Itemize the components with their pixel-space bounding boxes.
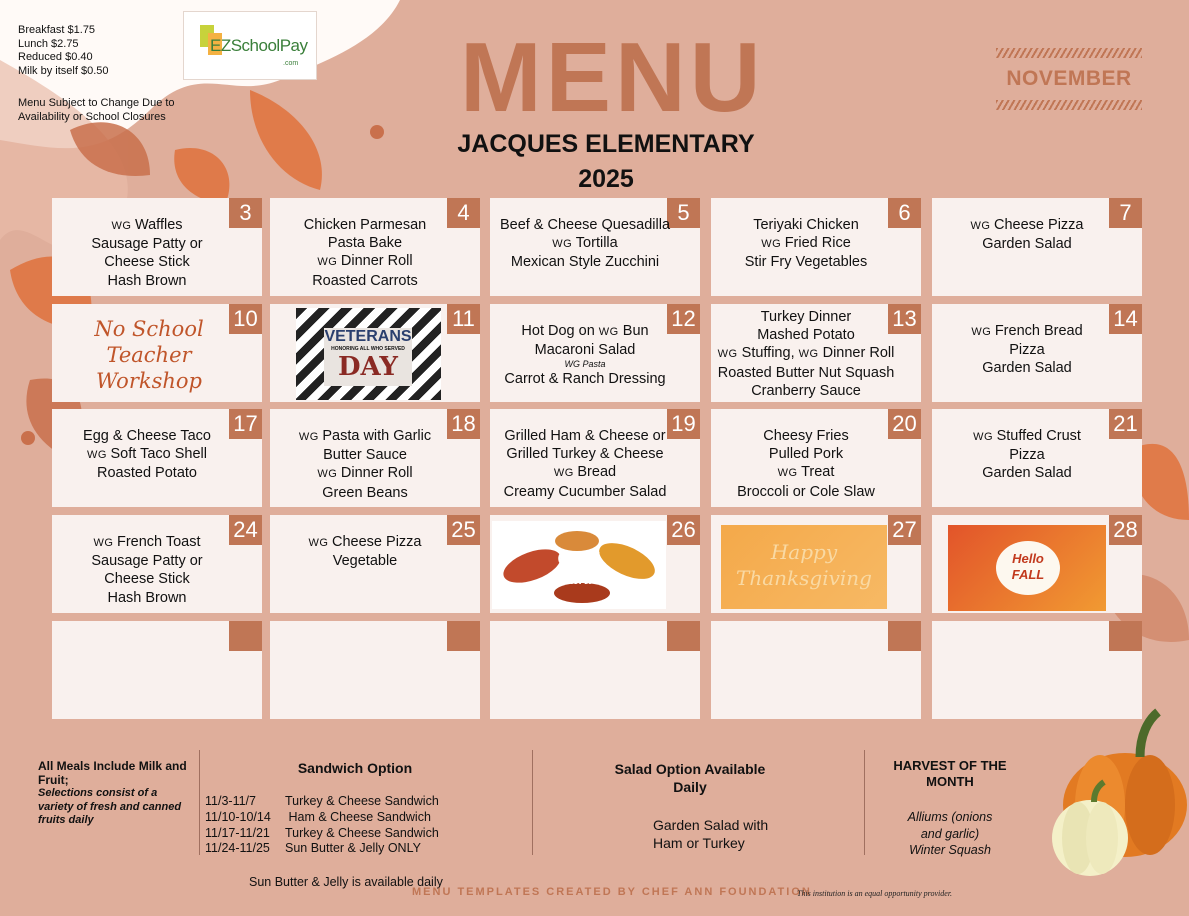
happy-thanksgiving-image: Happy Thanksgiving — [721, 525, 887, 609]
menu-item: Sausage Patty or — [91, 236, 203, 253]
menu-items — [270, 533, 460, 570]
pumpkin-icon — [1052, 712, 1187, 876]
day-cell — [52, 304, 262, 402]
day-number — [1109, 621, 1142, 651]
month-label: NOVEMBER — [1006, 67, 1132, 90]
day-cell — [490, 409, 700, 507]
veterans-day-image: VETERANS HONORING ALL WHO SERVED DAY — [296, 308, 441, 400]
menu-item: WG Stuffed Crust — [973, 428, 1081, 444]
day-cell — [270, 621, 480, 719]
day-cell — [711, 304, 921, 402]
day-number: 12 — [667, 304, 700, 334]
logo-sub: .com — [283, 60, 299, 67]
day-number — [667, 621, 700, 651]
day-cell — [52, 621, 262, 719]
menu-item: Mexican Style Zucchini — [510, 254, 660, 271]
day-number — [888, 621, 921, 651]
salad-title: Salad Option Available Daily — [614, 761, 766, 795]
day-cell — [932, 515, 1142, 613]
price-reduced: Reduced $0.40 — [18, 51, 93, 63]
menu-items — [490, 322, 680, 389]
sandwich-row: 11/24-11/25 Sun Butter & Jelly ONLY — [205, 841, 421, 856]
menu-item: Hash Brown — [107, 589, 187, 606]
menu-item: WG Bread — [553, 464, 617, 481]
day-cell — [52, 409, 262, 507]
menu-item: Garden Salad — [982, 360, 1072, 377]
menu-items — [711, 427, 901, 501]
menu-item: Cranberry Sauce — [751, 382, 861, 399]
menu-items — [490, 216, 680, 272]
divider — [199, 750, 200, 855]
day-number: 14 — [1109, 304, 1142, 334]
divider — [532, 750, 533, 855]
menu-items — [711, 308, 901, 400]
divider — [864, 750, 865, 855]
page-title: MENU — [460, 22, 765, 132]
day-number: 24 — [229, 515, 262, 545]
year: 2025 — [578, 165, 634, 193]
menu-item: Stir Fry Vegetables — [744, 254, 868, 271]
day-number: 21 — [1109, 409, 1142, 439]
menu-item: WG Dinner Roll — [317, 465, 413, 482]
menu-item: Garden Salad — [982, 465, 1072, 482]
day-number: 27 — [888, 515, 921, 545]
hatch-top — [996, 48, 1142, 58]
day-cell — [932, 409, 1142, 507]
menu-item: Creamy Cucumber Salad — [503, 483, 667, 500]
menu-item: Egg & Cheese Taco — [83, 428, 211, 444]
day-number: 25 — [447, 515, 480, 545]
menu-items — [52, 427, 242, 483]
day-number — [447, 621, 480, 651]
day-number: 18 — [447, 409, 480, 439]
menu-item: Pizza — [1009, 447, 1045, 464]
day-number: 17 — [229, 409, 262, 439]
menu-item: Green Beans — [322, 484, 408, 501]
day-number: 28 — [1109, 515, 1142, 545]
menu-item: Cheesy Fries — [763, 428, 849, 444]
day-number: 4 — [447, 198, 480, 228]
menu-item: WG Soft Taco Shell — [87, 446, 207, 463]
sunbutter-note: Sun Butter & Jelly is available daily — [249, 875, 443, 889]
day-cell — [711, 621, 921, 719]
svg-text:thanks: thanks — [552, 567, 606, 589]
day-cell — [932, 198, 1142, 296]
meals-info — [38, 760, 188, 828]
menu-item: WG Tortilla — [552, 235, 618, 252]
menu-notice: Menu Subject to Change Due to Availability or School Closures — [18, 97, 175, 123]
menu-items — [932, 427, 1122, 483]
menu-item: Cheese Stick — [104, 571, 190, 588]
day-cell — [490, 515, 700, 613]
menu-item: Pizza — [1009, 342, 1045, 359]
day-cell — [270, 409, 480, 507]
sandwich-row: 11/3-11/7 Turkey & Cheese Sandwich — [205, 794, 439, 808]
no-school-notice: No School Teacher Workshop — [94, 317, 204, 393]
menu-item: Broccoli or Cole Slaw — [737, 483, 875, 500]
day-number: 20 — [888, 409, 921, 439]
menu-item: Pasta Bake — [327, 235, 403, 252]
hello-fall-image: Hello FALL — [948, 525, 1106, 611]
menu-item: Mashed Potato — [757, 327, 855, 344]
ezschoolpay-logo[interactable] — [183, 11, 317, 80]
menu-item: WG Dinner Roll — [317, 253, 413, 270]
day-cell — [270, 198, 480, 296]
logo-text: EZSchoolPay — [210, 36, 308, 55]
day-number — [229, 621, 262, 651]
menu-items — [52, 216, 242, 290]
menu-items — [932, 322, 1122, 378]
sandwich-row: 11/17-11/21 Turkey & Cheese Sandwich — [205, 825, 439, 840]
menu-item: WG Stuffing, WG Dinner Roll — [717, 345, 895, 362]
day-number: 13 — [888, 304, 921, 334]
harvest-title: HARVEST OF THE MONTH — [893, 758, 1007, 789]
day-cell — [711, 515, 921, 613]
svg-text:GIVE: GIVE — [557, 549, 601, 569]
menu-item: WG French Bread — [971, 323, 1083, 339]
sandwich-row: 11/10-10/14 Ham & Cheese Sandwich — [205, 809, 431, 824]
menu-item: WG French Toast — [93, 534, 201, 550]
menu-item: Macaroni Salad — [534, 342, 636, 359]
meals-italic: Selections consist of a variety of fresh and canned fruits daily — [38, 787, 182, 826]
day-number: 5 — [667, 198, 700, 228]
day-cell — [52, 515, 262, 613]
template-credit: MENU TEMPLATES CREATED BY CHEF ANN FOUNDATION — [412, 886, 812, 898]
menu-items — [270, 216, 460, 290]
price-breakfast: Breakfast $1.75 — [18, 24, 96, 36]
month-banner — [996, 48, 1142, 110]
day-cell — [270, 515, 480, 613]
menu-items — [490, 427, 680, 501]
menu-item: Vegetable — [332, 553, 398, 570]
day-cell — [490, 621, 700, 719]
menu-item: Turkey Dinner — [760, 309, 852, 325]
day-cell — [932, 621, 1142, 719]
menu-item: WG Fried Rice — [761, 235, 851, 252]
day-cell — [52, 198, 262, 296]
menu-item: WG Pasta with Garlic — [298, 428, 432, 444]
menu-item: Sausage Patty or — [91, 553, 203, 570]
menu-item: Teriyaki Chicken — [753, 217, 859, 233]
day-cell — [490, 304, 700, 402]
menu-item: WG Cheese Pizza — [970, 217, 1084, 233]
meals-bold: All Meals Include Milk and Fruit; — [38, 759, 187, 787]
menu-item: Roasted Butter Nut Squash — [717, 364, 895, 381]
equal-opportunity-note: This institution is an equal opportunity provider. — [797, 889, 953, 898]
day-number: 3 — [229, 198, 262, 228]
day-number: 26 — [667, 515, 700, 545]
menu-item: Beef & Cheese Quesadilla — [499, 217, 671, 233]
day-cell — [932, 304, 1142, 402]
menu-item: WG Treat — [777, 464, 835, 481]
school-name: JACQUES ELEMENTARY — [457, 130, 755, 158]
harvest-body: Alliums (onions and garlic) Winter Squash — [907, 810, 993, 857]
sandwich-schedule — [205, 794, 439, 857]
day-cell — [711, 198, 921, 296]
give-thanks-image — [492, 521, 666, 609]
menu-item: Hash Brown — [107, 272, 187, 289]
day-number: 6 — [888, 198, 921, 228]
day-number: 10 — [229, 304, 262, 334]
day-number: 7 — [1109, 198, 1142, 228]
menu-item: WG Cheese Pizza — [308, 534, 422, 550]
sandwich-title: Sandwich Option — [297, 760, 413, 776]
menu-items — [711, 216, 901, 272]
menu-item: Carrot & Ranch Dressing — [504, 371, 666, 388]
menu-item: Grilled Ham & Cheese or — [504, 428, 666, 444]
menu-item: WG Waffles — [111, 217, 183, 233]
menu-item: WG Pasta — [564, 359, 606, 370]
day-cell — [490, 198, 700, 296]
menu-item: Garden Salad — [982, 236, 1072, 253]
menu-item: Chicken Parmesan — [303, 217, 427, 233]
day-number: 11 — [447, 304, 480, 334]
price-lunch: Lunch $2.75 — [18, 37, 79, 50]
menu-item: Hot Dog on WG Bun — [521, 323, 649, 339]
menu-items — [52, 533, 242, 607]
menu-item: Roasted Carrots — [312, 272, 418, 289]
menu-items — [932, 216, 1122, 253]
menu-items — [270, 427, 460, 502]
menu-item: Roasted Potato — [97, 465, 197, 482]
salad-body: Garden Salad with Ham or Turkey — [653, 817, 769, 851]
day-cell — [270, 304, 480, 402]
hatch-bottom — [996, 100, 1142, 110]
menu-item: Cheese Stick — [104, 254, 190, 271]
day-cell — [711, 409, 921, 507]
day-number: 19 — [667, 409, 700, 439]
menu-item: Butter Sauce — [323, 447, 407, 464]
price-milk: Milk by itself $0.50 — [18, 64, 109, 77]
menu-item: Pulled Pork — [768, 446, 844, 463]
price-list — [18, 24, 108, 78]
menu-item: Grilled Turkey & Cheese — [506, 446, 664, 463]
